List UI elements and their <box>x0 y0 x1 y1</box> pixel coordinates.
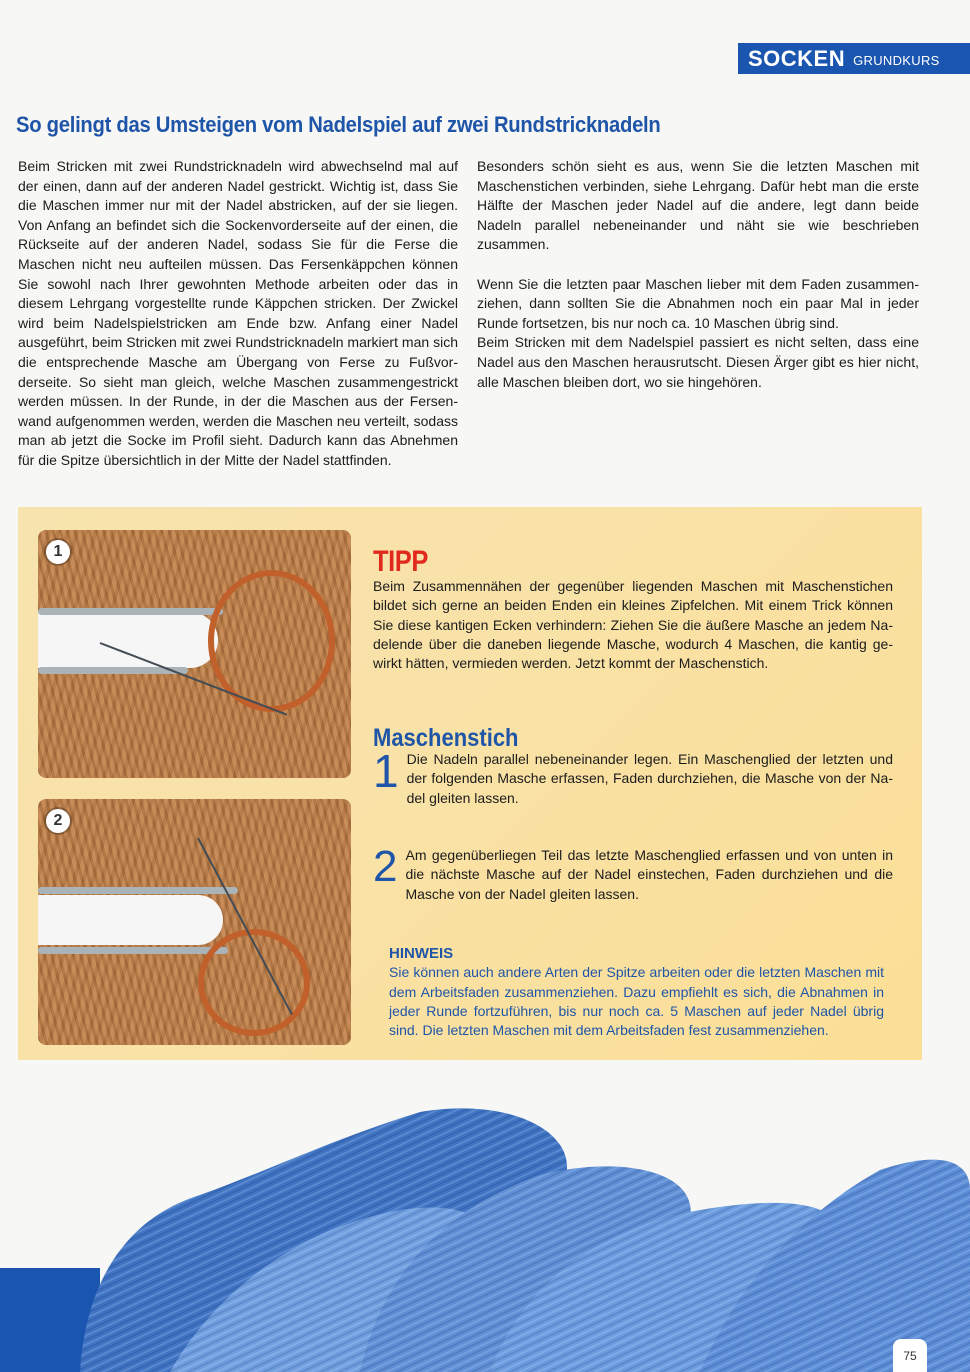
right-paragraph: Beim Stricken mit dem Nadelspiel passiert es nicht selten, dass eine Nadel aus den Maschen herausrutscht. Diesen Ärger gibt es hier nicht, alle Maschen bleiben dort, wo sie hingehören. <box>477 334 919 390</box>
circular-needle-icon <box>38 947 228 954</box>
right-paragraph: Besonders schön sieht es aus, wenn Sie die letzten Maschen mit Maschenstichen verbinden, siehe Lehrgang. Dafür hebt man die erste Hälfte der Maschen jeder Nadel auf die andere, legt dann beide Nadeln parallel nebeneinander und näht sie wie beschrieben zusammen. <box>477 158 919 253</box>
knitting-photo-2 <box>38 799 351 1045</box>
step-text: Die Nadeln parallel nebeneinander legen. Ein Maschenglied der letzten und der folgenden Masche erfassen, Faden durchziehen, die Masche von der Nadel gleiten lassen. <box>406 751 893 806</box>
needle-gap <box>38 895 223 945</box>
hinweis-heading: HINWEIS <box>389 945 454 962</box>
maschenstich-heading: Maschenstich <box>373 724 519 752</box>
tipp-text: Beim Zusammennähen der gegenüber liegenden Maschen mit Maschenstichen bildet sich gerne an beiden Enden ein kleines Zipfelchen. Mit einem Trick können Sie diese kantigen Ecken verhindern: Ziehen Sie die äußere Masche an jedem Nadelende über die daneben liegende Masche, wodurch 4 Maschen, die kantig gewirkt hätten, vermieden werden. Jetzt kommt der Maschenstich. <box>373 578 893 672</box>
section-header-badge <box>738 43 970 74</box>
page-number: 75 <box>893 1339 927 1372</box>
left-paragraph: Beim Stricken mit zwei Rundstricknadeln wird abwechselnd mal auf der einen, dann auf der anderen Nadel gestrickt. Wichtig ist, dass Sie die Maschen immer nur mit der Nadel abstricken, auf der sie liegen. Von Anfang an befindet sich die Sockenvorderseite auf der einen, die Rückseite auf der anderen Nadel, sodass Sie für die Ferse die Maschen nicht neu aufteilen müssen. Das Fersenkäppchen können Sie sowohl nach Ihrer gewohnten Methode arbeiten oder das in diesem Lehrgang vorgestellte runde Käppchen stricken. Der Zwickel wird beim Nadelspielstricken am Ende bzw. Anfang einer Nadel ausgeführt, beim Stricken mit zwei Rundstricknadeln markiert man sich die entsprechende Masche am Übergang von Ferse zu Fußvorderseite. So sieht man gleich, welche Maschen zusammengestrickt werden müssen. In der Runde, in der die Maschen aus der Fersenwand aufgenommen werden, werden die Maschen neu verteilt, sodass man ab jetzt die Socke im Profil sieht. Dadurch kann das Abnehmen für die Spitze übersichtlich in der Mitte der Nadel stattfinden. <box>18 158 458 468</box>
circular-needle-icon <box>38 608 223 615</box>
right-column <box>477 157 919 392</box>
step-number-badge: 2 <box>46 809 70 833</box>
step-text: Am gegenüberliegen Teil das letzte Maschenglied erfassen und von unten in die nächste Masche auf der Nadel einstechen, Faden durchziehen und die Masche von der Nadel gleiten lassen. <box>405 847 893 902</box>
section-subtitle: GRUNDKURS <box>853 52 940 68</box>
step-number: 1 <box>373 745 399 797</box>
section-title: SOCKEN <box>748 45 846 71</box>
page-title: So gelingt das Umsteigen vom Nadelspiel auf zwei Rundstricknadeln <box>16 112 661 137</box>
instruction-step <box>373 745 893 808</box>
yarn-skeins-image <box>0 1100 970 1372</box>
step-number: 2 <box>373 842 398 891</box>
tipp-heading: TIPP <box>373 545 428 578</box>
left-column <box>18 157 458 471</box>
right-paragraph: Wenn Sie die letzten paar Maschen lieber mit dem Faden zusammenziehen, dann sollten Sie die Abnahmen noch ein paar Mal in jeder Runde fortsetzen, bis nur noch ca. 10 Maschen übrig sind. <box>477 275 919 331</box>
instruction-step <box>373 842 893 904</box>
hinweis-box <box>389 944 884 1040</box>
circular-needle-icon <box>38 887 238 894</box>
step-number-badge: 1 <box>46 540 70 564</box>
hinweis-text: Sie können auch andere Arten der Spitze arbeiten oder die letzten Maschen mit dem Arbeitsfaden zusammenziehen. Dazu empfiehlt es sich, die Abnahmen in jeder Runde fortzuführen, bis nur noch ca. 5 Maschen auf jeder Nadel übrig sind. Die letzten Maschen mit dem Arbeitsfaden fest zusammenziehen. <box>389 964 884 1039</box>
needle-gap <box>38 612 218 668</box>
knitting-photo-1 <box>38 530 351 778</box>
